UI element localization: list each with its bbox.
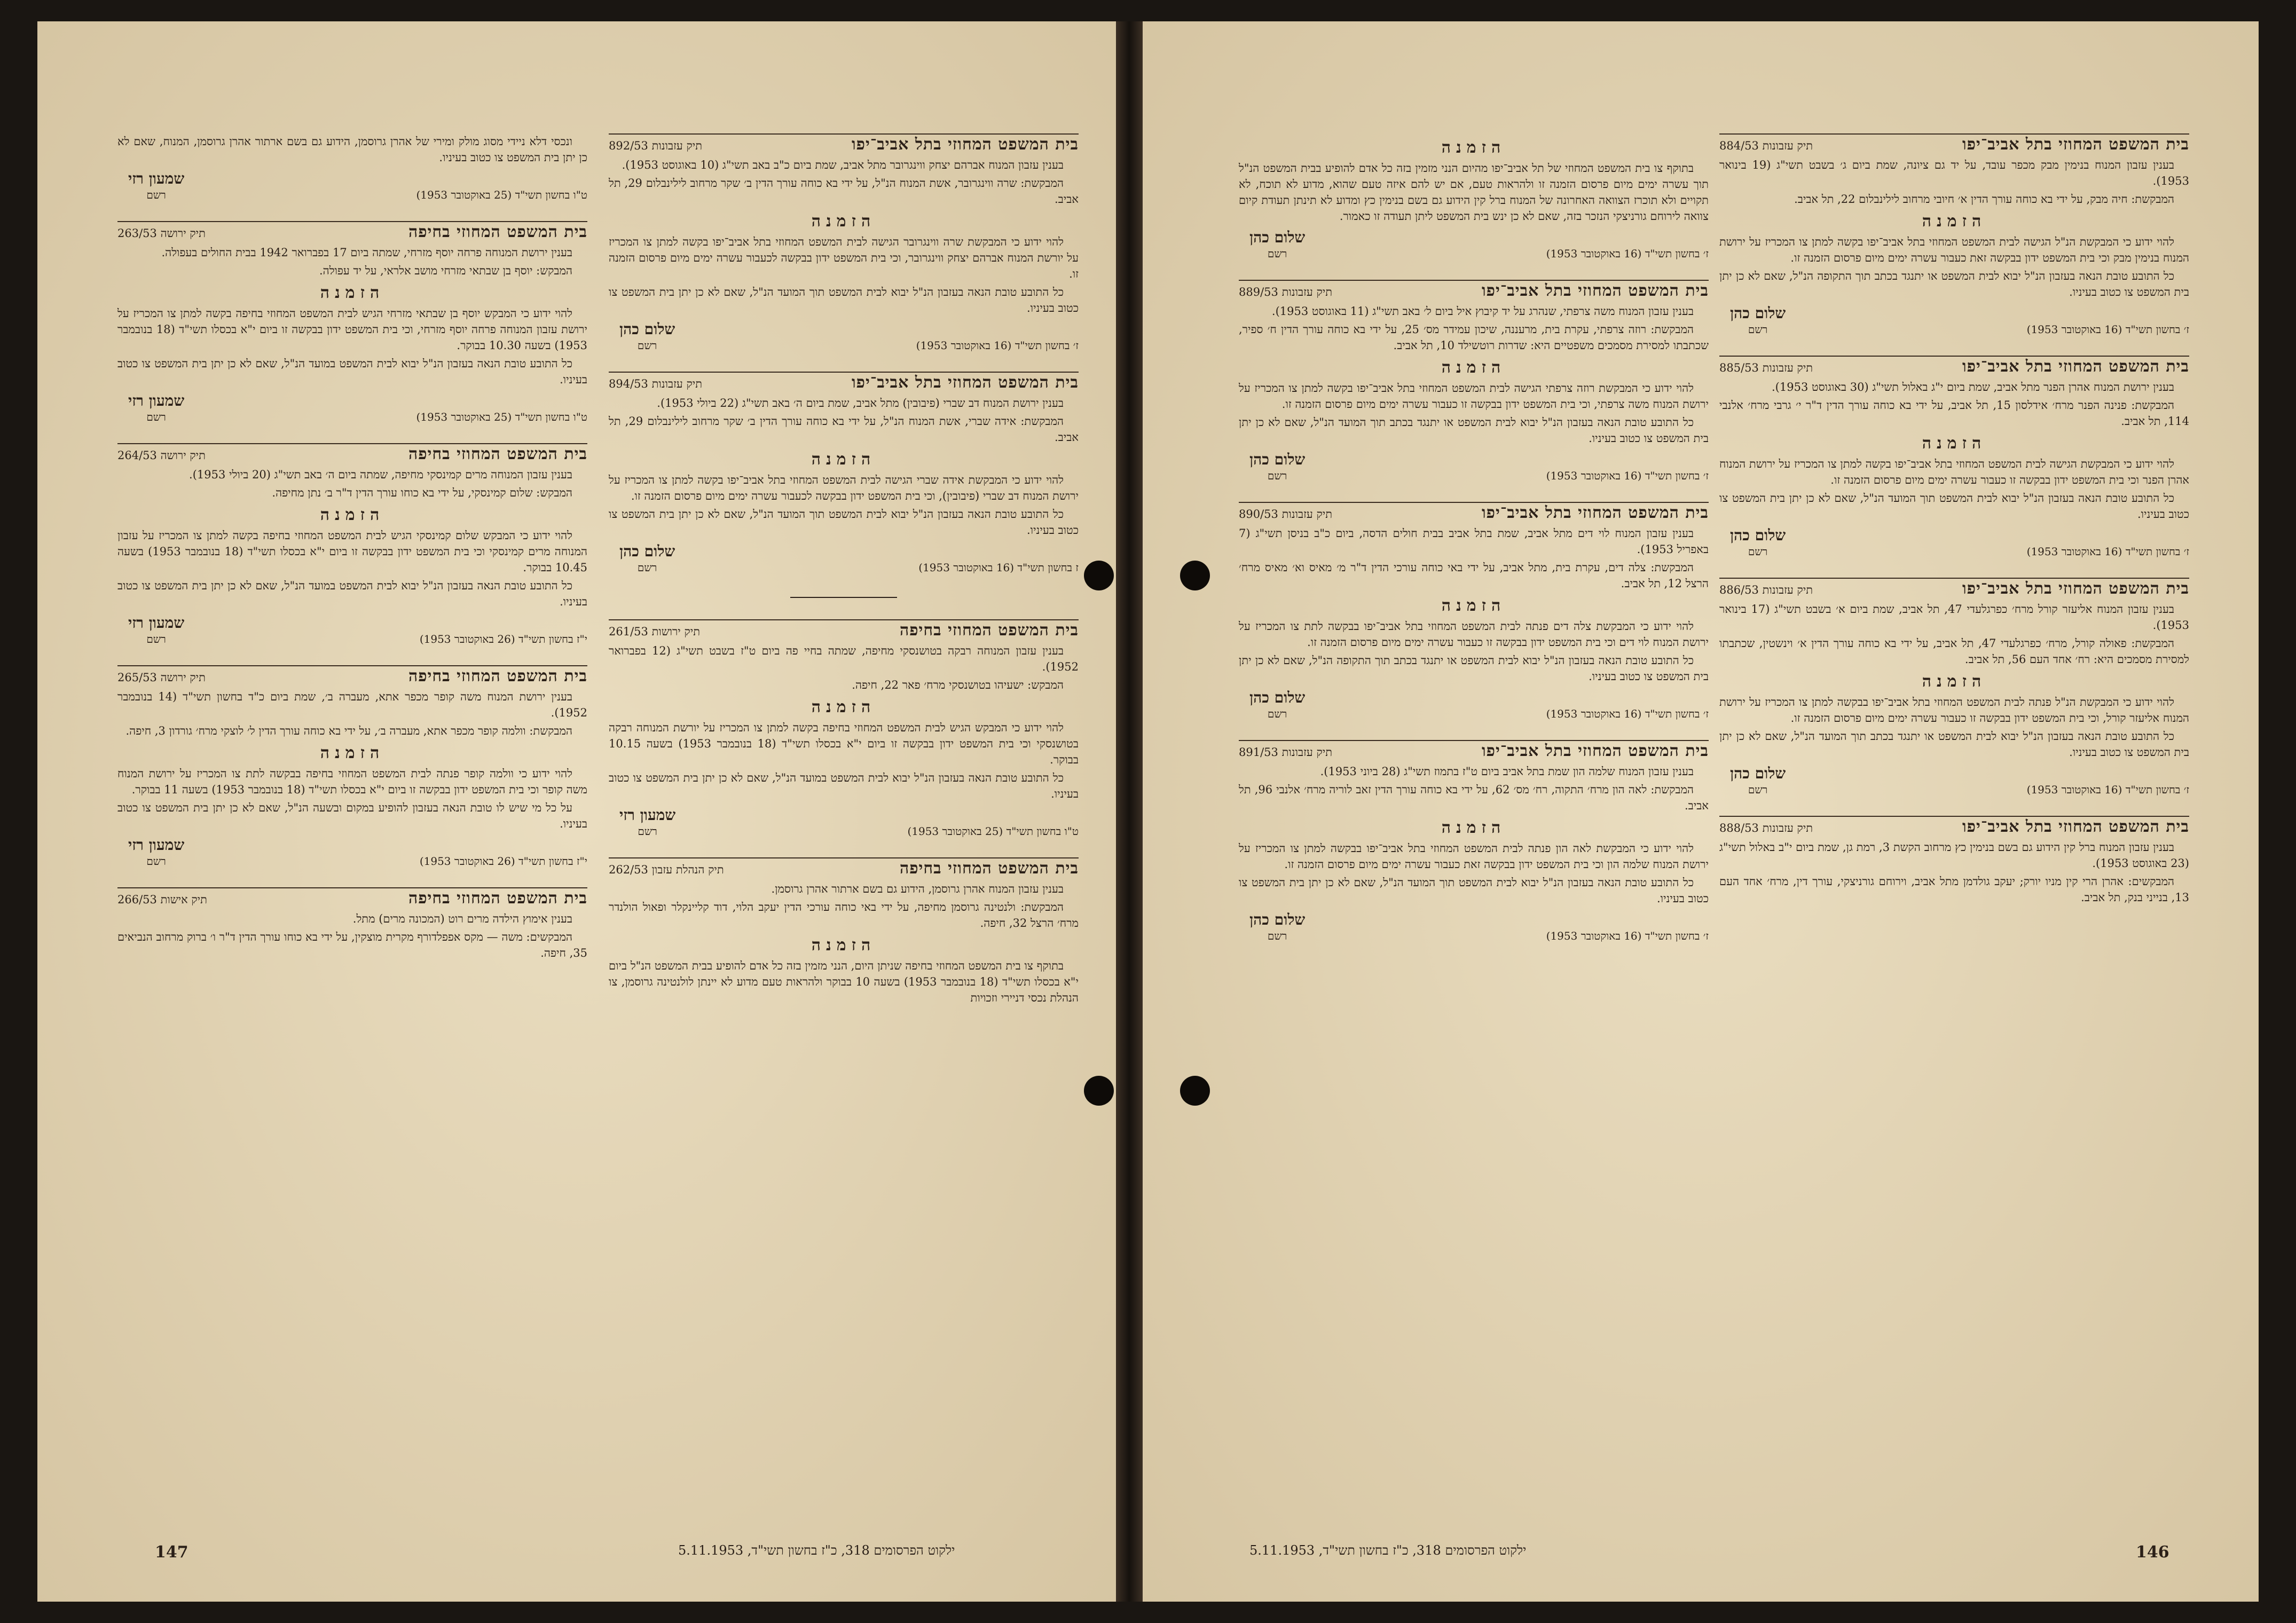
summons-heading: הזמנה	[1441, 818, 1506, 837]
court-name: בית המשפט המחוזי בתל אביב־יפו	[852, 373, 1079, 392]
court-notice	[1719, 578, 2189, 798]
signer-name: שמעון רזי	[619, 806, 676, 824]
notice-text: בענין עזבון המנוח משה צרפתי, שנהרג על יד קיבוץ איל ביום ל׳ באב תשי"ג (11 באוגוסט 1953).	[1271, 305, 1694, 318]
court-name: בית המשפט המחוזי בחיפה	[408, 445, 587, 463]
summons-text: כל התובע טובת הנאה בעזבון הנ"ל יבוא לבית המשפט תוך המועד הנ"ל, שאם לא כן יתן בית המשפט צו כטוב בעיניו.	[609, 286, 1079, 314]
page-number: 147	[155, 1543, 188, 1562]
court-name: בית המשפט המחוזי בתל אביב־יפו	[1482, 281, 1709, 300]
notice-text: המבקשת: פנינה הפנר מרח׳ אידלסון 15, תל אביב, על ידי בא כוחה עורך הדין ד"ר י׳ גרבי מרח׳ אלנבי 114, תל אביב.	[1719, 399, 2189, 428]
signer-name: שמעון רזי	[128, 614, 185, 632]
signer-title: רשם	[1748, 323, 1768, 336]
notice-text: בענין עזבון המנוח בנימין מבק מכפר עובד, על יד גם ציונה, שמת ביום ג׳ בשבט תשי"ג (19 בינואר 1953).	[1719, 159, 2189, 187]
court-notice	[609, 133, 1079, 353]
signer-name: שלום כהן	[1730, 526, 1786, 544]
summons-heading: הזמנה	[1922, 212, 1987, 231]
summons-text: כל התובע טובת הנאה בעזבון הנ"ל יבוא לבית המשפט או יתנגד בכתב תוך המועד הנ"ל, שאם לא כן יתן בית המשפט צו כטוב בעיניו.	[1239, 416, 1709, 445]
notice-text: בענין עזבון המנוח אהרן גרוסמן, הידוע גם בשם ארתור אהרן גרוסמן.	[771, 883, 1064, 895]
file-number: תיק עזבונות 884/53	[1719, 139, 1813, 152]
court-notice	[117, 133, 587, 203]
court-name: בית המשפט המחוזי בתל אביב־יפו	[1962, 357, 2189, 376]
summons-heading: הזמנה	[1441, 358, 1506, 377]
signature-line	[117, 171, 587, 203]
file-number: תיק ירושות 261/53	[609, 625, 701, 638]
signature-line	[1239, 230, 1709, 262]
column-right	[609, 133, 1079, 1024]
signer-title: רשם	[146, 855, 166, 868]
court-notice	[609, 857, 1079, 1006]
notice-text: בענין ירושת המנוחה פרחה יוסף מזרחי, שמתה ביום 17 בפברואר 1942 בבית החולים בעפולה.	[161, 246, 572, 259]
signer-title: רשם	[1267, 707, 1287, 720]
signer-name: שמעון רזי	[128, 170, 185, 187]
summons-text: על כל מי שיש לו טובת הנאה בעזבון להופיע במקום ובשעה הנ"ל, שאם לא כן יתן בית המשפט צו כטוב בעיניו.	[117, 801, 587, 830]
signature-date: י"ז בחשון תשי"ד (26 באוקטובר 1953)	[419, 855, 587, 868]
binder-hole	[1084, 561, 1114, 590]
signer-title: רשם	[1748, 783, 1768, 796]
file-number: תיק ירושה 265/53	[117, 671, 206, 684]
notice-header	[117, 887, 587, 908]
notice-text: המבקשת: אידה שברי, אשת המנוח הנ"ל, על ידי בא כוחה עורך הדין ב׳ שקר מרחוב לילינבלום 29, תל אביב.	[609, 415, 1079, 444]
signer-name: שלום כהן	[1249, 451, 1306, 468]
summons-text: בתוקף צו בית המשפט המחוזי של תל אביב־יפו מהיום הנני מזמין בזה כל אדם להופיע בבית המשפט הנ"ל תוך עשרה ימים מיום פרסום הזמנה זו ולהראות טעם, אם יש להם איזה טעם שהוא, מדוע לא תוכח, לא תקויים ולא תוכרז הצוואה האחרונה של המנוח ברל קין הידוע גם בשם בנימין כץ ומדוע לא תינתן תעודת קיום צוואה לירוחם גורניצקי הנזכר בזה, שאם לא כן ינש בית המשפט ליתן תעודה זו כאמור.	[1239, 162, 1709, 223]
notice-text: המבקשים: אהרן הרי קין מניו יורק; יעקב גולדמן מתל אביב, וירוחם גורניצקי, עורך דין, מרח׳ אחד העם 13, בנייני בנק, תל אביב.	[1719, 875, 2189, 904]
notice-text: המבקשת: רוזה צרפתי, עקרת בית, מרעננה, שיכון עמידר מס׳ 25, על ידי בא כוחה עורך הדין ח׳ ספיר, שכתבתו למסירת מסמכים משפטיים היא: שדרות רוטשילד 10, תל אביב.	[1239, 323, 1709, 352]
notice-text: המבקשים: משה — מקס אפפלדורף מקרית מוצקין, על ידי בא כוחו עורך הדין ד"ר ו׳ ברוק מרחוב הנביאים 35, חיפה.	[117, 931, 587, 959]
notice-text: בענין עזבון המנוח ברל קין הידוע גם בשם בנימין כץ מרחוב הקשת 3, רמת גן, שמת ביום י"ב באלול תשי"ג (23 באוגוסט 1953).	[1719, 841, 2189, 870]
notice-text: ונכסי דלא ניידי מסוג מולק ומירי של אהרן גרוסמן, הידוע גם בשם ארתור אהרן גרוסמן, המנוח, שאם לא כן יתן בית המשפט צו כטוב בעיניו.	[117, 135, 587, 164]
notice-header	[1239, 280, 1709, 300]
summons-heading: הזמנה	[320, 283, 385, 302]
file-number: תיק עזבונות 886/53	[1719, 584, 1813, 596]
summons-text: להוי ידוע כי המבקשת הנ"ל הגישה לבית המשפט המחוזי בתל אביב־יפו בקשה למתן צו המכריז על ירושת המנוח בנימין מבק וכי בית המשפט ידון בבקשה זאת כעבור עשרה ימים מיום פרסום הזמנה זו.	[1719, 235, 2189, 264]
summons-text: כל התובע טובת הנאה בעזבון הנ"ל יבוא לבית המשפט תוך המועד הנ"ל, שאם לא כן יתן בית המשפט צו כטוב בעיניו.	[1239, 876, 1709, 905]
signer-name: שלום כהן	[1249, 229, 1306, 246]
court-name: בית המשפט המחוזי בחיפה	[408, 889, 587, 908]
signer-name: שמעון רזי	[128, 836, 185, 854]
summons-text: להוי ידוע כי המבקשת צלה דים פנתה לבית המשפט המחוזי בתל אביב־יפו בבקשה לתת צו המכריז על ירושת המנוח לוי דים וכי בית המשפט ידון בבקשה זו כעבור עשרה ימים מיום פרסום הזמנה זו.	[1239, 620, 1709, 649]
court-notice	[1239, 140, 1709, 262]
summons-text: להוי ידוע כי המבקש הגיש לבית המשפט המחוזי בחיפה בקשה למתן צו המכריז על יורשת המנוחה רבקה בטושנסקי וכי בית המשפט ידון בבקשה זו ביום י"א בכסלו תשי"ד (18 בנובמבר 1953) בשעה 10.15 בבוקר.	[609, 721, 1079, 766]
summons-text: להוי ידוע כי המבקשת לאה הון פנתה לבית המשפט המחוזי בתל אביב־יפו בבקשה למתן צו המכריז על ירושת המנוח שלמה הון וכי בית המשפט ידון בבקשה זאת כעבור עשרה ימים מיום פרסום הזמנה זו.	[1239, 842, 1709, 871]
signer-title: רשם	[1748, 545, 1768, 558]
signer-title: רשם	[146, 188, 166, 201]
summons-heading: הזמנה	[811, 936, 876, 955]
court-notice	[117, 887, 587, 961]
notice-text: בענין עזבון המנוח אברהם יצחק ווינגרובר מתל אביב, שמת ביום כ"ב באב תשי"ג (10 באוגוסט 1953).	[622, 159, 1064, 171]
signature-date: י"ז בחשון תשי"ד (26 באוקטובר 1953)	[419, 633, 587, 645]
notice-text: בענין ירושת המנוח משה קופר מכפר אתא, מעברה ב׳, שמת ביום כ"ד בחשון תשי"ד (14 בנובמבר 1952).	[117, 690, 587, 719]
summons-text: כל התובע טובת הנאה בעזבון הנ"ל יבוא לבית המשפט או יתנגד בכתב תוך המועד הנ"ל, שאם לא כן יתן בית המשפט צו כטוב בעיניו.	[1719, 730, 2189, 759]
notice-header	[609, 619, 1079, 640]
court-notice	[117, 665, 587, 869]
notice-text: בענין עזבון המנוח לוי דים מתל אביב, שמת בתל אביב בבית חולים הדסה, ביום כ"ב בניסן תשי"ג (7 באפריל 1953).	[1239, 527, 1709, 556]
file-number: תיק עזבונות 889/53	[1239, 286, 1333, 298]
summons-heading: הזמנה	[1922, 672, 1987, 691]
court-notice	[1239, 502, 1709, 722]
signature-date: ז׳ בחשון תשי"ד (16 באוקטובר 1953)	[1546, 707, 1709, 720]
section-divider	[790, 597, 897, 598]
signature-line	[1719, 527, 2189, 560]
summons-text: להוי ידוע כי המבקשת אידה שברי הגישה לבית המשפט המחוזי בתל אביב־יפו בקשה למתן צו המכריז על ירושת המנוח דב שברי (פיבובין), וכי בית המשפט ידון בבקשה לכעבור עשרה ימים מיום פרסום הזמנה זו.	[609, 474, 1079, 502]
court-name: בית המשפט המחוזי בתל אביב־יפו	[1482, 503, 1709, 522]
summons-heading: הזמנה	[811, 450, 876, 469]
publication-line: ילקוט הפרסומים 318, כ"ז בחשון תשי"ד, 5.11.1953	[678, 1543, 955, 1558]
signer-name: שלום כהן	[1249, 689, 1306, 706]
notice-text: בענין עזבון המנוחה מרים קמינסקי מחיפה, שמתה ביום ה׳ באב תשי"ג (20 ביולי 1953).	[189, 468, 572, 481]
column-right	[1719, 133, 2189, 924]
summons-text: כל התובע טובת הנאה בעזבון הנ"ל יבוא לבית המשפט תוך המועד הנ"ל, שאם לא כן יתן בית המשפט צו כטוב בעיניו.	[609, 508, 1079, 537]
binder-hole	[1180, 1076, 1210, 1106]
signature-line	[1239, 452, 1709, 484]
file-number: תיק עזבונות 890/53	[1239, 508, 1333, 521]
summons-text: כל התובע טובת הנאה בעזבון הנ"ל יבוא לבית המשפט או יתנגד בכתב תוך התקופה הנ"ל, שאם לא כן יתן בית המשפט צו כטוב בעיניו.	[1239, 654, 1709, 683]
signer-name: שלום כהן	[619, 320, 675, 338]
signature-date: ז׳ בחשון תשי"ד (16 באוקטובר 1953)	[2026, 323, 2189, 336]
summons-text: כל התובע טובת הנאה בעזבון הנ"ל יבוא לבית המשפט במועד הנ"ל, שאם לא כן יתן בית המשפט צו כטוב בעיניו.	[609, 771, 1079, 800]
signature-line	[117, 837, 587, 869]
notice-header	[1239, 502, 1709, 522]
publication-line: ילקוט הפרסומים 318, כ"ז בחשון תשי"ד, 5.11.1953	[1249, 1543, 1527, 1558]
summons-heading: הזמנה	[811, 212, 876, 231]
signature-date: ט"ו בחשון תשי"ד (25 באוקטובר 1953)	[907, 825, 1079, 838]
notice-header	[1239, 740, 1709, 760]
notice-text: המבקשת: צלה דים, עקרת בית, מתל אביב, על ידי באי כוחה עורכי הדין ד"ר מ׳ מאיס וא׳ מאיס מרח׳ הרצל 12, תל אביב.	[1239, 561, 1709, 590]
court-name: בית המשפט המחוזי בחיפה	[899, 621, 1079, 640]
column-left	[117, 133, 587, 979]
summons-text: להוי ידוע כי המבקשת הגישה לבית המשפט המחוזי בתל אביב־יפו בקשה למתן צו המכריז על ירושת המנוח אהרן הפנר וכי בית המשפט ידון בבקשה זו כעבור עשרה ימים מיום פרסום הזמנה זו.	[1719, 458, 2189, 486]
summons-text: כל התובע טובת הנאה בעזבון הנ"ל יבוא לבית המשפט או יתנגד בכתב תוך התקופה הנ"ל, שאם לא כן יתן בית המשפט צו כטוב בעיניו.	[1719, 270, 2189, 298]
notice-text: בענין אימוץ הילדה מרים רוט (המכונה מרים) מתל.	[352, 912, 572, 925]
summons-heading: הזמנה	[1441, 596, 1506, 615]
signer-name: שלום כהן	[619, 542, 675, 560]
notice-text: המבקש: ישעיהו בטושנסקי מרח׳ פאר 22, חיפה.	[852, 679, 1064, 691]
signature-line	[1239, 690, 1709, 722]
summons-text: להוי ידוע כי וולמה קופר פנתה לבית המשפט המחוזי בחיפה בבקשה לתת צו המכריז על ירושת המנוח משה קופר וכי בית המשפט ידון בבקשה זו ביום י"א בכסלו תשי"ד (18 בנובמבר 1953) בשעה 11 בבוקר.	[117, 767, 587, 796]
signature-line	[1239, 912, 1709, 944]
notice-text: המבקשת: שרה ווינגרובר, אשת המנוח הנ"ל, על ידי בא כוחה עורך הדין ב׳ שקר מרחוב לילינבלום 29, תל אביב.	[609, 177, 1079, 206]
file-number: תיק הנהלת עזבון 262/53	[609, 863, 724, 876]
signature-date: ז׳ בחשון תשי"ד (16 באוקטובר 1953)	[2026, 545, 2189, 558]
notice-text: המבקשת: ולנטינה גרוסמן מחיפה, על ידי באי כוחה עורכי הדין יעקב הלוי, דוד קליינקלר ופאול הולנדר מרח׳ הרצל 32, חיפה.	[609, 901, 1079, 929]
court-name: בית המשפט המחוזי בתל אביב־יפו	[1962, 817, 2189, 836]
summons-text: כל התובע טובת הנאה בעזבון הנ"ל יבוא לבית המשפט תוך המועד הנ"ל, שאם לא כן יתן בית המשפט צו כטוב בעיניו.	[1719, 492, 2189, 521]
page-147	[37, 21, 1116, 1602]
signer-name: שלום כהן	[1249, 911, 1306, 928]
notice-header	[1719, 356, 2189, 376]
file-number: תיק ירושה 264/53	[117, 449, 206, 462]
notice-header	[609, 372, 1079, 392]
summons-heading: הזמנה	[320, 506, 385, 524]
file-number: תיק עזבונות 885/53	[1719, 361, 1813, 374]
notice-text: המבקשת: חיה מבק, על ידי בא כוחה עורך הדין א׳ חיובי מרחוב לילינבלום 22, תל אביב.	[1794, 193, 2174, 206]
court-notice	[609, 619, 1079, 839]
court-notice	[1719, 356, 2189, 560]
signer-name: שלום כהן	[1730, 304, 1786, 322]
signature-date: ז בחשון תשי"ד (16 באוקטובר 1953)	[918, 561, 1079, 574]
summons-text: להוי ידוע כי המבקש יוסף בן שבתאי מזרחי הגיש לבית המשפט המחוזי בחיפה בקשה למתן צו המכריז על ירושת עזבון המנוחה פרחה יוסף מזרחי, וכי בית המשפט ידון בבקשה זו ביום י"א בכסלו תשי"ד (18 בנובמבר 1953) בשעה 10.30 בבוקר.	[117, 307, 587, 352]
notice-header	[609, 857, 1079, 878]
court-notice	[117, 443, 587, 647]
page-number: 146	[2136, 1543, 2169, 1562]
binder-hole	[1180, 561, 1210, 590]
signature-date: ז׳ בחשון תשי"ד (16 באוקטובר 1953)	[2026, 783, 2189, 796]
notice-text: המבקש: שלום קמינסקי, על ידי בא כוחו עורך הדין ד"ר ב׳ נתן מחיפה.	[272, 486, 572, 499]
court-name: בית המשפט המחוזי בתל אביב־יפו	[852, 135, 1079, 154]
signer-title: רשם	[1267, 247, 1287, 260]
summons-heading: הזמנה	[320, 744, 385, 762]
court-name: בית המשפט המחוזי בחיפה	[408, 667, 587, 686]
signature-line	[1719, 305, 2189, 337]
court-notice	[1719, 133, 2189, 337]
court-notice	[1719, 816, 2189, 905]
court-name: בית המשפט המחוזי בתל אביב־יפו	[1962, 579, 2189, 598]
signature-date: ט"ו בחשון תשי"ד (25 באוקטובר 1953)	[416, 411, 587, 423]
court-name: בית המשפט המחוזי בחיפה	[899, 859, 1079, 878]
signer-title: רשם	[637, 339, 657, 352]
signer-name: שלום כהן	[1730, 765, 1786, 782]
signature-date: ז׳ בחשון תשי"ד (16 באוקטובר 1953)	[1546, 469, 1709, 482]
summons-text: להוי ידוע כי המבקשת הנ"ל פנתה לבית המשפט המחוזי בתל אביב־יפו בבקשה למתן צו המכריז על ירושת המנוח אליעזר קורל, וכי בית המשפט ידון בבקשה זו כעבור עשרה ימים מיום פרסום הזמנה זו.	[1719, 696, 2189, 724]
notice-text: המבקשת: פאולה קורל, מרח׳ כפרגלעדי 47, תל אביב, על ידי בא כוחה עורך הדין א׳ וינשטין, שכתבתו למסירת מסמכים היא: רח׳ אחד העם 56, תל אביב.	[1719, 637, 2189, 666]
notice-text: המבקש: יוסף בן שבתאי מזרחי מושב אלראי, על יד עפולה.	[319, 264, 572, 277]
signature-line	[117, 615, 587, 647]
signer-title: רשם	[1267, 929, 1287, 942]
summons-text: להוי ידוע כי המבקשת שרה ווינגרובר הגישה לבית המשפט המחוזי בתל אביב־יפו בקשה למתן צו המכריז על יורשת המנוח אברהם יצחק ווינגרובר, וכי בית המשפט ידון בבקשה לכעבור עשרה ימים מיום פרסום הזמנה זו.	[609, 235, 1079, 280]
signer-title: רשם	[638, 825, 657, 838]
notice-header	[1719, 133, 2189, 154]
summons-text: להוי ידוע כי המבקש שלום קמינסקי הגיש לבית המשפט המחוזי בחיפה בקשה למתן צו המכריז על עזבון המנוחה מרים קמינסקי וכי בית המשפט ידון בבקשה זו ביום י"א בכסלו תשי"ד (18 בנובמבר 1953) בשעה 10.45 בבוקר.	[117, 529, 587, 574]
file-number: תיק עזבונות 894/53	[609, 377, 703, 390]
notice-text: בענין עזבון המנוח שלמה הון שמת בתל אביב ביום ט"ז בתמוז תשי"ג (28 ביוני 1953).	[1320, 765, 1694, 778]
signer-title: רשם	[1267, 469, 1287, 482]
signature-line	[609, 807, 1079, 839]
signature-date: ט"ו בחשון תשי"ד (25 באוקטובר 1953)	[416, 188, 587, 201]
notice-header	[1719, 578, 2189, 598]
signature-date: ז׳ בחשון תשי"ד (16 באוקטובר 1953)	[1546, 247, 1709, 260]
notice-header	[1719, 816, 2189, 836]
binder-hole	[1084, 1076, 1114, 1106]
signature-line	[1719, 766, 2189, 798]
summons-heading: הזמנה	[1922, 434, 1987, 453]
notice-text: בענין עזבון המנוחה רבקה בטושנסקי מחיפה, שמתה בחיי פה ביום ט"ז בשבט תשי"ג (12 בפברואר 1952).	[609, 644, 1079, 673]
signature-line	[117, 393, 587, 425]
signer-title: רשם	[146, 633, 166, 645]
court-notice	[609, 372, 1079, 576]
notice-text: בענין ירושת המנוח דב שברי (פיבובין) מתל אביב, שמת ביום ה׳ באב תשי"ג (22 ביולי 1953).	[657, 397, 1064, 409]
signature-date: ז׳ בחשון תשי"ד (16 באוקטובר 1953)	[1546, 929, 1709, 942]
signer-title: רשם	[146, 411, 166, 423]
summons-text: להוי ידוע כי המבקשת רוזה צרפתי הגישה לבית המשפט המחוזי בתל אביב־יפו בקשה למתן צו המכריז על ירושת המנוח משה צרפתי, וכי בית המשפט ידון בבקשה זו כעבור עשרה ימים מיום פרסום הזמנה זו.	[1239, 382, 1709, 411]
file-number: תיק עזבונות 888/53	[1719, 822, 1813, 834]
notice-header	[117, 443, 587, 463]
notice-header	[117, 221, 587, 241]
court-name: בית המשפט המחוזי בתל אביב־יפו	[1482, 742, 1709, 760]
summons-text: בתוקף צו בית המשפט המחוזי בחיפה שניתן היום, הנני מזמין בזה כל אדם להופיע בבית המשפט הנ"ל ביום י"א בכסלו תשי"ד (18 בנובמבר 1953) בשעה 10 בבוקר ולהראות טעם מדוע לא יינתן לולנטינה גרוסמן, צו הנהלת נכסי דניירי וזכויות	[609, 959, 1079, 1004]
summons-text: כל התובע טובת הנאה בעזבון הנ"ל יבוא לבית המשפט במועד הנ"ל, שאם לא כן יתן בית המשפט צו כטוב בעיניו.	[117, 579, 587, 608]
file-number: תיק אישות 266/53	[117, 893, 207, 906]
notice-header	[117, 665, 587, 686]
signature-date: ז׳ בחשון תשי"ד (16 באוקטובר 1953)	[916, 339, 1079, 352]
notice-text: המבקשת: וולמה קופר מכפר אתא, מעברה ב׳, על ידי בא כוחה עורך הדין ל׳ לוצקי מרח׳ גורדון 3, חיפה.	[125, 724, 572, 737]
file-number: תיק עזבונות 891/53	[1239, 746, 1333, 759]
file-number: תיק עזבונות 892/53	[609, 139, 703, 152]
court-name: בית המשפט המחוזי בתל אביב־יפו	[1962, 135, 2189, 154]
court-name: בית המשפט המחוזי בחיפה	[408, 223, 587, 241]
summons-heading: הזמנה	[1441, 138, 1506, 157]
signer-title: רשם	[637, 561, 657, 574]
court-notice	[1239, 280, 1709, 484]
notice-text: המבקשת: לאה הון מרח׳ התקוה, רח׳ מס׳ 62, על ידי בא כוחה עורך הדין זאב לוריה מרח׳ אלנבי 96, תל אביב.	[1239, 783, 1709, 812]
book-gutter	[1116, 21, 1143, 1602]
notice-text: בענין עזבון המנוח אליעזר קורל מרח׳ כפרגלעדי 47, תל אביב, שמת ביום א׳ בשבט תשי"ג (17 בינואר 1953).	[1719, 603, 2189, 632]
column-left	[1239, 133, 1709, 962]
signature-line	[609, 543, 1079, 576]
court-notice	[117, 221, 587, 425]
signer-name: שמעון רזי	[128, 392, 185, 409]
notice-header	[609, 133, 1079, 154]
court-notice	[1239, 740, 1709, 944]
signature-line	[609, 321, 1079, 353]
page-146	[1143, 21, 2259, 1602]
notice-text: בענין ירושת המנוח אהרן הפנר מתל אביב, שמת ביום י"ג באלול תשי"ג (30 באוגוסט 1953).	[1772, 381, 2174, 393]
file-number: תיק ירושה 263/53	[117, 227, 206, 240]
summons-text: כל התובע טובת הנאה בעזבון הנ"ל יבוא לבית המשפט במועד הנ"ל, שאם לא כן יתן בית המשפט צו כטוב בעיניו.	[117, 357, 587, 386]
summons-heading: הזמנה	[811, 698, 876, 716]
